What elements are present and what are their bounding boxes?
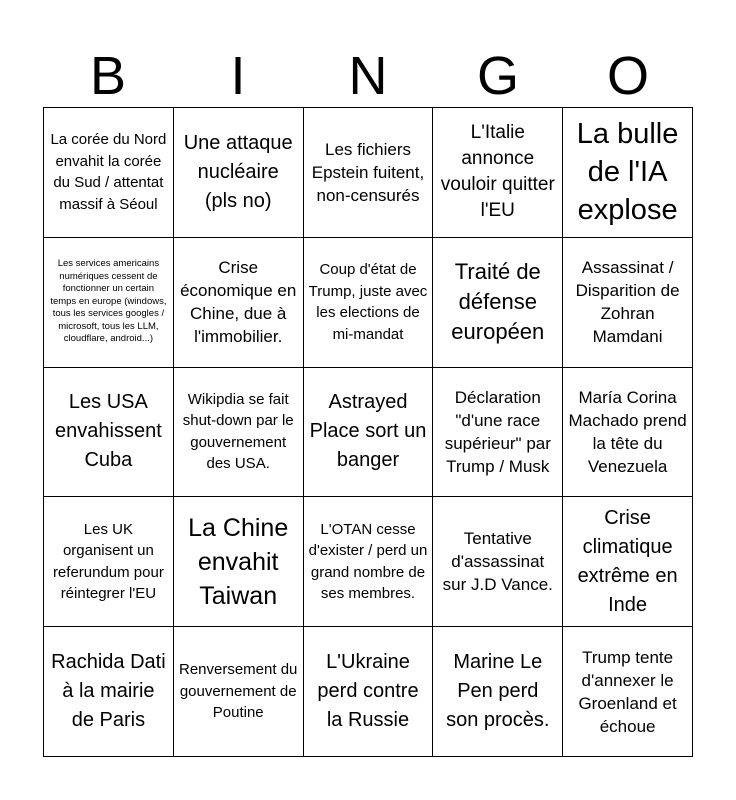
bingo-cell[interactable] xyxy=(304,497,434,627)
cell-text: María Corina Machado prend la tête du Venezuela xyxy=(568,387,687,476)
cell-text: L'OTAN cesse d'exister / perd un grand nombre de ses membres. xyxy=(308,520,428,603)
bingo-cell[interactable] xyxy=(174,497,304,627)
cell-text: Traité de défense européen xyxy=(451,259,545,345)
cell-text: Astrayed Place sort un banger xyxy=(309,391,427,472)
bingo-cell[interactable] xyxy=(304,627,434,757)
bingo-cell[interactable] xyxy=(304,368,434,498)
bingo-cell[interactable] xyxy=(563,627,693,757)
cell-text: Coup d'état de Trump, juste avec les elections de mi-mandat xyxy=(308,261,428,343)
bingo-title xyxy=(43,42,693,110)
title-letter-g: G xyxy=(476,46,519,106)
cell-text: Crise économique en Chine, due à l'immobilier. xyxy=(180,258,297,347)
cell-text: Déclaration "d'une race supérieur" par Trump / Musk xyxy=(444,387,551,476)
cell-text: Wikipdia se fait shut-down par le gouvernement des USA. xyxy=(182,390,294,473)
cell-text: Assassinat / Disparition de Zohran Mamdani xyxy=(575,258,680,347)
cell-text: Crise climatique extrême en Inde xyxy=(577,506,678,616)
bingo-cell[interactable] xyxy=(44,238,174,368)
bingo-cell[interactable] xyxy=(44,368,174,498)
bingo-cell[interactable] xyxy=(174,627,304,757)
bingo-grid xyxy=(43,107,693,757)
title-letter-i: I xyxy=(230,46,246,106)
bingo-cell[interactable] xyxy=(174,108,304,238)
title-letter-n: N xyxy=(348,46,388,106)
cell-text: Tentative d'assassinat sur J.D Vance. xyxy=(442,529,553,595)
cell-text: Une attaque nucléaire (pls no) xyxy=(183,131,293,212)
bingo-cell[interactable] xyxy=(433,368,563,498)
cell-text: Renversement du gouvernement de Poutine xyxy=(178,661,298,722)
cell-text: Trump tente d'annexer le Groenland et échoue xyxy=(578,647,677,736)
cell-text: Les services americains numériques cessent de fonctionner un certain temps en europe (windows, tous les services googles / microsoft, tous les LLM, cloudflare, android...) xyxy=(50,258,167,345)
bingo-cell[interactable] xyxy=(433,497,563,627)
bingo-cell[interactable] xyxy=(563,108,693,238)
bingo-cell[interactable] xyxy=(433,108,563,238)
cell-text: Les USA envahissent Cuba xyxy=(55,391,162,472)
bingo-cell[interactable] xyxy=(304,238,434,368)
bingo-cell[interactable] xyxy=(174,368,304,498)
bingo-cell[interactable] xyxy=(44,108,174,238)
cell-text: Rachida Dati à la mairie de Paris xyxy=(51,651,166,732)
bingo-cell[interactable] xyxy=(304,108,434,238)
title-letter-o: O xyxy=(606,46,649,106)
bingo-cell[interactable] xyxy=(44,497,174,627)
cell-text: Les fichiers Epstein fuitent, non-censurés xyxy=(311,139,425,205)
cell-text: Marine Le Pen perd son procès. xyxy=(446,651,550,732)
bingo-cell[interactable] xyxy=(563,368,693,498)
bingo-cell[interactable] xyxy=(433,238,563,368)
bingo-cell[interactable] xyxy=(563,497,693,627)
cell-text: L'Ukraine perd contre la Russie xyxy=(317,651,419,732)
cell-text: La bulle de l'IA explose xyxy=(576,118,679,227)
cell-text: La Chine envahit Taiwan xyxy=(188,513,289,610)
bingo-cell[interactable] xyxy=(433,627,563,757)
cell-text: L'Italie annonce vouloir quitter l'EU xyxy=(440,122,555,222)
bingo-cell[interactable] xyxy=(563,238,693,368)
cell-text: Les UK organisent un referundum pour réintegrer l'EU xyxy=(52,520,164,603)
bingo-cell[interactable] xyxy=(44,627,174,757)
cell-text: La corée du Nord envahit la corée du Sud / attentat massif à Séoul xyxy=(50,131,167,213)
title-letter-b: B xyxy=(89,46,127,106)
bingo-cell[interactable] xyxy=(174,238,304,368)
